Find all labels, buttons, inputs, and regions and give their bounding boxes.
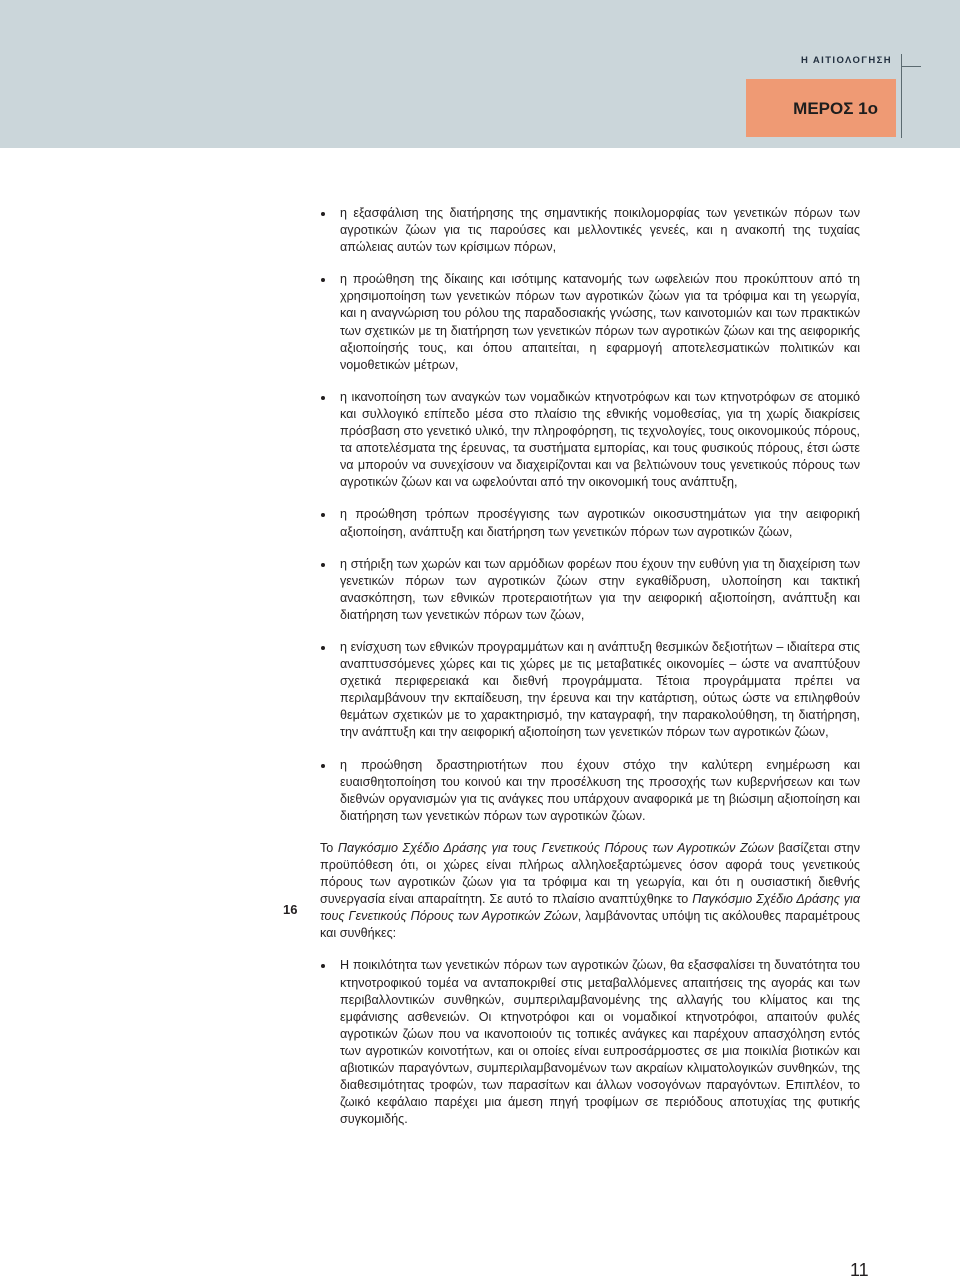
section-title: Η ΑΙΤΙΟΛΟΓΗΣΗ — [800, 55, 892, 66]
list-item: η στήριξη των χωρών και των αρμόδιων φορέων που έχουν την ευθύνη για τη διαχείριση των γενετικών πόρων των αγροτικών ζώων στην εγκαθίδρυση, υλοποίηση και τακτική ανασκόπηση, των εθνικών προτεραιοτήτων για την αειφορική αξιοποίηση, ανάπτυξη και διατήρηση των γενετικών πόρων των ζώων, — [320, 556, 860, 624]
paragraph-16 — [320, 840, 860, 943]
list-item: η ενίσχυση των εθνικών προγραμμάτων και η ανάπτυξη θεσμικών δεξιοτήτων – ιδιαίτερα στις αναπτυσσόμενες χώρες και τις χώρες με τις μεταβατικές οικονομίες – ώστε να αναπτύξουν σχετικά περιφερειακά και διεθνή προγράμματα. Τέτοια προγράμματα πρέπει να περιλαμβάνουν την εκπαίδευση, την έρευνα και την κατάρτιση, ούτως ώστε να επιληφθούν θεμάτων σχετικών με το χαρακτηρισμό, την καταγραφή, την παρακολούθηση, τη διατήρηση, την ανάπτυξη και την αειφορική αξιοποίηση των γενετικών πόρων των αγροτικών ζώων, — [320, 639, 860, 742]
bullet-list — [320, 205, 860, 825]
paragraph-text: , λαμβάνοντας υπόψη τις ακόλουθες παραμέτρους και συνθήκες: — [320, 909, 860, 941]
plan-title-italic: Παγκόσμιο Σχέδιο Δράσης για τους Γενετικούς Πόρους των Αγροτικών Ζώων — [320, 892, 861, 924]
header-divider-horizontal — [901, 66, 921, 67]
part-label: ΜΕΡΟΣ 1ο — [793, 99, 878, 118]
paragraph-number: 16 — [283, 902, 298, 917]
list-item: η προώθηση της δίκαιης και ισότιμης κατανομής των ωφελειών που προκύπτουν από τη χρησιμοποίηση των γενετικών πόρων των αγροτικών ζώων για τα τρόφιμα και τη γεωργία, και η αναγνώριση του ρόλου της παραδοσιακής γνώσης, των καινοτομιών και των πρακτικών των σχετικών με τη διατήρηση των γενετικών πόρων των αγροτικών ζώων και της αειφορικής αξιοποίησής τους, και όπου απαιτείται, η εφαρμογή αποτελεσματικών πολιτικών και νομοθετικών μέτρων, — [320, 271, 860, 374]
page-number: 11 — [850, 1260, 869, 1280]
list-item: η προώθηση τρόπων προσέγγισης των αγροτικών οικοσυστημάτων για την αειφορική αξιοποίηση, ανάπτυξη και διατήρηση των γενετικών πόρων των αγροτικών ζώων, — [320, 506, 860, 540]
list-item: η προώθηση δραστηριοτήτων που έχουν στόχο την καλύτερη ενημέρωση και ευαισθητοποίηση του κοινού και την προσέλκυση της προσοχής των κυβερνήσεων και των διεθνών οργανισμών για τις ανάγκες που υπάρχουν αναφορικά με τη βιώσιμη αξιοποίηση και διατήρηση των γενετικών πόρων των αγροτικών ζώων. — [320, 757, 860, 825]
paragraph-text: βασίζεται στην προϋπόθεση ότι, οι χώρες είναι πλήρως αλληλοεξαρτώμενες όσον αφορά τους γενετικούς πόρους των αγροτικών ζώων για τα τρόφιμα και τη γεωργία, και ότι η ουσιαστική διεθνής συνεργασία είναι απαραίτητη. Σε αυτό το πλαίσιο αναπτύχθηκε το — [320, 840, 861, 907]
list-item: Η ποικιλότητα των γενετικών πόρων των αγροτικών ζώων, θα εξασφαλίσει τη δυνατότητα του κτηνοτροφικού τομέα να ανταποκριθεί στις μεταβαλλόμενες απαιτήσεις της αγοράς και των περιβαλλοντικών συνθηκών, συμπεριλαμβανομένης της αλλαγής του κλίματος και της εμφάνισης ασθενειών. Οι κτηνοτρόφοι και οι νομαδικοί κτηνοτρόφοι, απαιτούν φυλές αγροτικών ζώων που να ικανοποιούν τις τοπικές ανάγκες και παρέχουν απασχόληση εντός των αγροτικών κοινοτήτων, και οι οποίες είναι ευπροσάρμοστες σε μια ποικιλία βιοτικών και αβιοτικών παραγόντων, συμπεριλαμβανομένων των ακραίων κλιματολογικών συνθηκών, της διαθεσιμότητας τροφών, των παρασίτων και άλλων νοσογόνων παραγόντων. Επιπλέον, το ζωικό κεφάλαιο παρέχει μια άμεση πηγή τροφίμων σε περιόδους αποτυχίας της φυτικής συγκομιδής. — [320, 957, 860, 1128]
plan-title-italic: Παγκόσμιο Σχέδιο Δράσης για τους Γενετικούς Πόρους των Αγροτικών Ζώων — [337, 840, 774, 855]
document-body — [320, 205, 860, 1143]
list-item: η εξασφάλιση της διατήρησης της σημαντικής ποικιλομορφίας των γενετικών πόρων των αγροτικών ζώων για τις παρούσες και μελλοντικές γενεές, και η ανακοπή της τυχαίας απώλειας αυτών των κρίσιμων πόρων, — [320, 205, 860, 256]
part-box — [746, 79, 896, 137]
list-item: η ικανοποίηση των αναγκών των νομαδικών κτηνοτρόφων και των κτηνοτρόφων σε ατομικό και συλλογικό επίπεδο μέσα στο πλαίσιο της εθνικής νομοθεσίας, για τη χωρίς διακρίσεις πρόσβαση στο γενετικό υλικό, την πληροφόρηση, τις τεχνολογίες, τους οικονομικούς πόρους, τα αποτελέσματα της έρευνας, τα συστήματα εμπορίας, και τους φυσικούς πόρους, έτσι ώστε να μπορούν να συνεχίσουν να διαχειρίζονται και να βελτιώνουν τους γενετικούς πόρους των αγροτικών ζώων και να ωφελούνται από την οικονομική τους ανάπτυξη, — [320, 389, 860, 492]
bullet-list-2 — [320, 957, 860, 1128]
paragraph-text: Το — [320, 840, 338, 855]
